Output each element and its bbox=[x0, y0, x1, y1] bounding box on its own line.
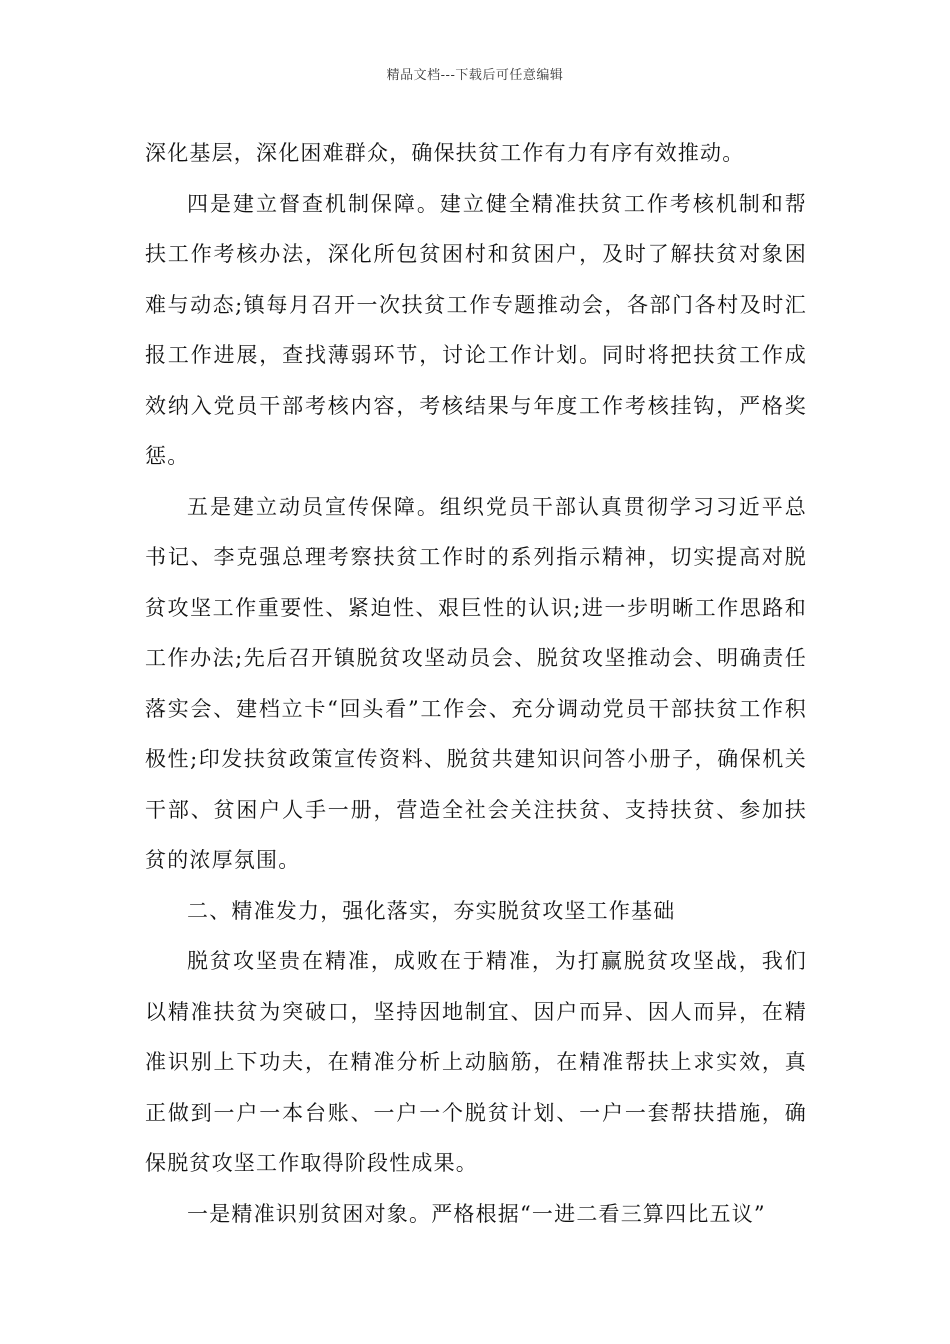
section-heading: 二、精准发力，强化落实，夯实脱贫攻坚工作基础 bbox=[187, 898, 676, 923]
paragraph-3: 五是建立动员宣传保障。组织党员干部认真贯彻学习习近平总书记、李克强总理考察扶贫工作时的系列指示精神，切实提高对脱贫攻坚工作重要性、紧迫性、艰巨性的认识;进一步明晰工作思路和工作办法;先后召开镇脱贫攻坚动员会、脱贫攻坚推动会、明确责任落实会、建档立卡“回头看”工作会、充分调动党员干部扶贫工作积极性;印发扶贫政策宣传资料、脱贫共建知识问答小册子，确保机关干部、贫困户人手一册，营造全社会关注扶贫、支持扶贫、参加扶贫的浓厚氛围。 bbox=[145, 494, 807, 872]
page-header: 精品文档---下载后可任意编辑 bbox=[386, 68, 564, 83]
paragraph-1: 深化基层，深化困难群众，确保扶贫工作有力有序有效推动。 bbox=[145, 141, 745, 165]
document-body bbox=[145, 128, 807, 1239]
paragraph-6: 一是精准识别贫困对象。严格根据“一进二看三算四比五议” bbox=[187, 1201, 766, 1226]
paragraph-2: 四是建立督查机制保障。建立健全精准扶贫工作考核机制和帮扶工作考核办法，深化所包贫困村和贫困户，及时了解扶贫对象困难与动态;镇每月召开一次扶贫工作专题推动会，各部门各村及时汇报工作进展，查找薄弱环节，讨论工作计划。同时将把扶贫工作成效纳入党员干部考核内容，考核结果与年度工作考核挂钩，严格奖惩。 bbox=[145, 191, 807, 468]
paragraph-5: 脱贫攻坚贵在精准，成败在于精准，为打赢脱贫攻坚战，我们以精准扶贫为突破口，坚持因地制宜、因户而异、因人而异，在精准识别上下功夫，在精准分析上动脑筋，在精准帮扶上求实效，真正做到一户一本台账、一户一个脱贫计划、一户一套帮扶措施，确保脱贫攻坚工作取得阶段性成果。 bbox=[145, 949, 807, 1175]
